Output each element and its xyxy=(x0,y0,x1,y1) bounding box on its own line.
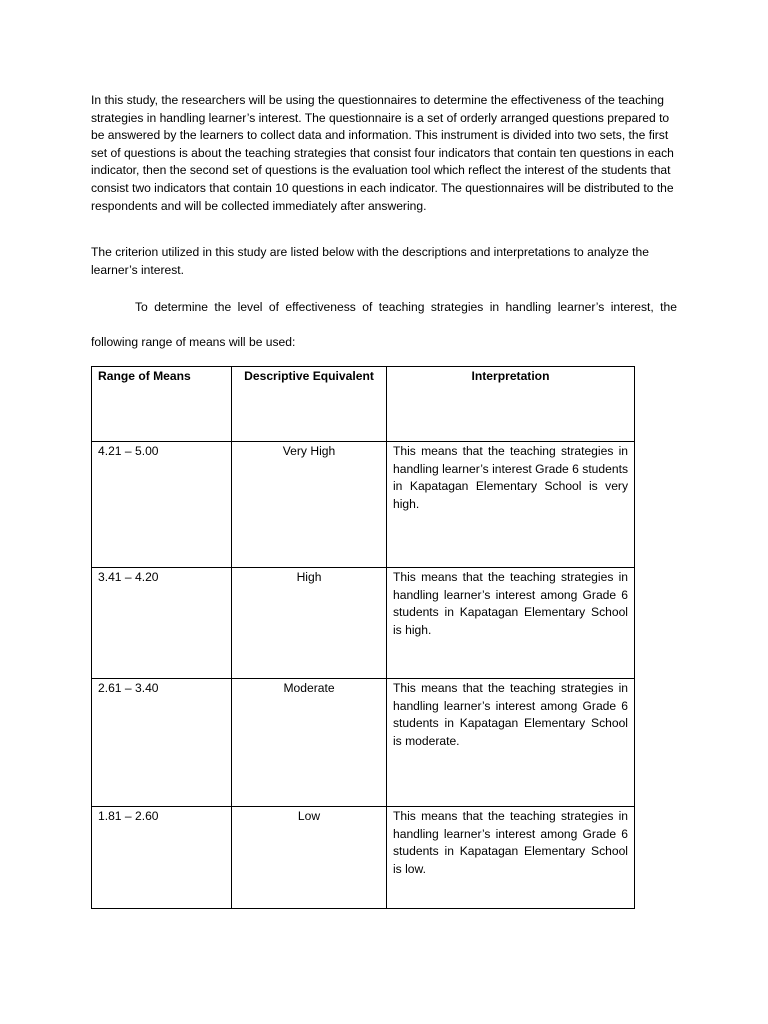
interpretation-cell: This means that the teaching strategies in handling learner’s interest among Grade 6 students in Kapatagan Elementary School is high. xyxy=(387,568,635,679)
range-cell: 3.41 – 4.20 xyxy=(92,568,232,679)
table-header-row xyxy=(92,367,635,442)
interpretation-cell: This means that the teaching strategies in handling learner’s interest among Grade 6 students in Kapatagan Elementary School is moderate. xyxy=(387,679,635,807)
header-range-of-means: Range of Means xyxy=(92,367,232,442)
descriptive-cell: Low xyxy=(232,807,387,909)
range-cell: 1.81 – 2.60 xyxy=(92,807,232,909)
range-cell: 4.21 – 5.00 xyxy=(92,442,232,568)
interpretation-cell: This means that the teaching strategies in handling learner’s interest among Grade 6 students in Kapatagan Elementary School is low. xyxy=(387,807,635,909)
criterion-paragraph: The criterion utilized in this study are listed below with the descriptions and interpretations to analyze the learner’s interest. xyxy=(91,245,649,277)
table-row xyxy=(92,442,635,568)
intro-paragraph: In this study, the researchers will be using the questionnaires to determine the effectiveness of the teaching strategies in handling learner’s interest. The questionnaire is a set of orderly arranged questions prepared to be answered by the learners to collect data and information. This instrument is divided into two sets, the first set of questions is about the teaching strategies that consist four indicators that contain ten questions in each indicator, then the second set of questions is the evaluation tool which reflect the interest of the students that consist two indicators that contain 10 questions in each indicator. The questionnaires will be distributed to the respondents and will be collected immediately after answering. xyxy=(91,93,674,213)
range-of-means-table xyxy=(91,366,635,909)
range-intro-paragraph: To determine the level of effectiveness of teaching strategies in handling learner’s interest, the following range of means will be used: xyxy=(91,300,677,349)
header-interpretation: Interpretation xyxy=(387,367,635,442)
header-descriptive-equivalent: Descriptive Equivalent xyxy=(232,367,387,442)
interpretation-cell: This means that the teaching strategies in handling learner’s interest Grade 6 students in Kapatagan Elementary School is very high. xyxy=(387,442,635,568)
table-row xyxy=(92,679,635,807)
descriptive-cell: Very High xyxy=(232,442,387,568)
descriptive-cell: Moderate xyxy=(232,679,387,807)
descriptive-cell: High xyxy=(232,568,387,679)
range-cell: 2.61 – 3.40 xyxy=(92,679,232,807)
table-row xyxy=(92,568,635,679)
table-row xyxy=(92,807,635,909)
